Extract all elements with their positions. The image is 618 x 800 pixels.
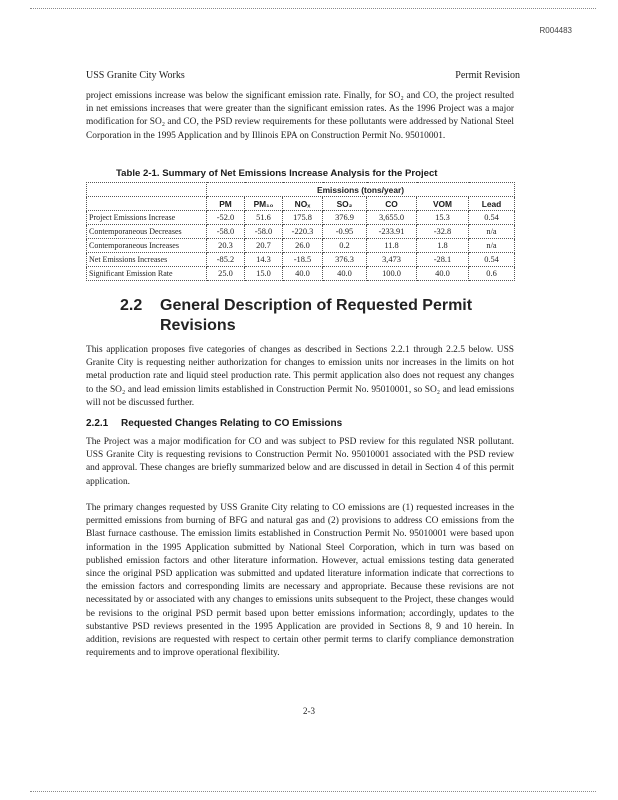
table-cell: 14.3 [245,253,283,267]
row-label: Significant Emission Rate [87,267,207,281]
table-cell: 15.0 [245,267,283,281]
top-scan-border [30,8,596,9]
table-cell: -28.1 [417,253,469,267]
table-cell: 20.7 [245,239,283,253]
col-header: VOM [417,197,469,211]
table-cell: 376.3 [323,253,367,267]
subsection-number: 2.2.1 [86,418,109,429]
paragraph-overview: This application proposes five categories of changes as described in Sections 2.2.1 through 2.2.5 below. USS Granite City is requesting neither authorization for changes to emission units nor increases in the limits on hot metal production rate and liquid steel production rate. This permit application also does not request any changes to the SO₂ and lead emission limits established in Construction Permit No. 95010001, so SO₂ and lead emissions will not be discussed further. [86,345,514,408]
table-cell: 15.3 [417,211,469,225]
table-cell: 25.0 [207,267,245,281]
table-row [87,211,515,225]
row-label: Contemporaneous Increases [87,239,207,253]
table-cell: -58.0 [207,225,245,239]
emissions-table [86,182,515,281]
table-cell: 3,655.0 [367,211,417,225]
table-cell: n/a [469,225,515,239]
running-header-left: USS Granite City Works [86,70,185,81]
table-cell: 100.0 [367,267,417,281]
table-header-blank [87,197,207,211]
col-header: NOₓ [283,197,323,211]
table-group-header: Emissions (tons/year) [207,183,515,197]
col-header: CO [367,197,417,211]
table-cell: 20.3 [207,239,245,253]
table-cell: 0.6 [469,267,515,281]
table-cell: 40.0 [417,267,469,281]
table-cell: 3,473 [367,253,417,267]
document-id: R004483 [539,26,572,35]
table-caption: Table 2-1. Summary of Net Emissions Increase Analysis for the Project [116,168,438,179]
table-row [87,239,515,253]
subsection-title: Requested Changes Relating to CO Emissions [121,418,343,429]
paragraph-co-intro: The Project was a major modification for CO and was subject to PSD review for this regulated NSR pollutant. USS Granite City is requesting revisions to Construction Permit No. 95010001 associated with the PSD review and approval. These changes are briefly summarized below and are discussed in detail in Section 4 of this permit application. [86,437,514,487]
table-cell: -220.3 [283,225,323,239]
table-header-row [87,197,515,211]
section-title: General Description of Requested Permit Revisions [160,297,473,334]
table-cell: 0.2 [323,239,367,253]
table-cell: 40.0 [323,267,367,281]
table-cell: 0.54 [469,211,515,225]
section-number: 2.2 [120,297,143,314]
table-cell: 26.0 [283,239,323,253]
subsection-heading-2-2-1 [86,418,342,429]
bottom-scan-border [30,791,596,792]
paragraph-intro: project emissions increase was below the significant emission rate. Finally, for SO₂ and CO, the project resulted in net emissions increases that were greater than the significant emission rates. As the 1996 Project was a major modification for SO₂ and CO, the PSD review requirements for these pollutants were addressed by National Steel Corporation in the 1995 Application and by Illinois EPA on Construction Permit No. 95010001. [86,91,514,141]
row-label: Project Emissions Increase [87,211,207,225]
table-cell: -233.91 [367,225,417,239]
table-cell: 11.8 [367,239,417,253]
page-number: 2-3 [303,706,315,716]
table-cell: 51.6 [245,211,283,225]
col-header: SO₂ [323,197,367,211]
table-cell: -32.8 [417,225,469,239]
table-cell: 1.8 [417,239,469,253]
table-row [87,267,515,281]
table-cell: -58.0 [245,225,283,239]
table-cell: 0.54 [469,253,515,267]
table-group-header-row [87,183,515,197]
table-cell: 376.9 [323,211,367,225]
row-label: Net Emissions Increases [87,253,207,267]
col-header: PM₁₀ [245,197,283,211]
table-cell: 40.0 [283,267,323,281]
table-row [87,253,515,267]
col-header: PM [207,197,245,211]
table-cell: -85.2 [207,253,245,267]
table-cell: -18.5 [283,253,323,267]
table-cell: n/a [469,239,515,253]
table-corner-cell [87,183,207,197]
table-cell: -0.95 [323,225,367,239]
table-row [87,225,515,239]
paragraph-co-details: The primary changes requested by USS Granite City relating to CO emissions are (1) requested increases in the permitted emissions from burning of BFG and natural gas and (2) provisions to address CO emissions from the Blast furnace casthouse. The emission limits established in Construction Permit No. 95010001 were based upon information in the 1995 Application submitted by National Steel Corporation, which in turn was based on published emission factors and other literature information. However, actual emissions testing data generated since the original PSD application was submitted and updated literature information indicate that corrections to the emission factors and corresponding limits are necessary and appropriate. Because these revisions are not necessitated by or associated with any changes to emissions units subsequent to the Project, these changes would be revisions to the original PSD permit based upon better emissions information; accordingly, updates to the substantive PSD reviews presented in the 1995 Application are provided in Sections 8, 9 and 10 herein. In addition, revisions are requested with respect to certain other permit terms to clarify compliance demonstration requirements and to improve operational flexibility. [86,503,514,659]
col-header: Lead [469,197,515,211]
table-cell: -52.0 [207,211,245,225]
row-label: Contemporaneous Decreases [87,225,207,239]
running-header-right: Permit Revision [455,70,520,81]
table-cell: 175.8 [283,211,323,225]
